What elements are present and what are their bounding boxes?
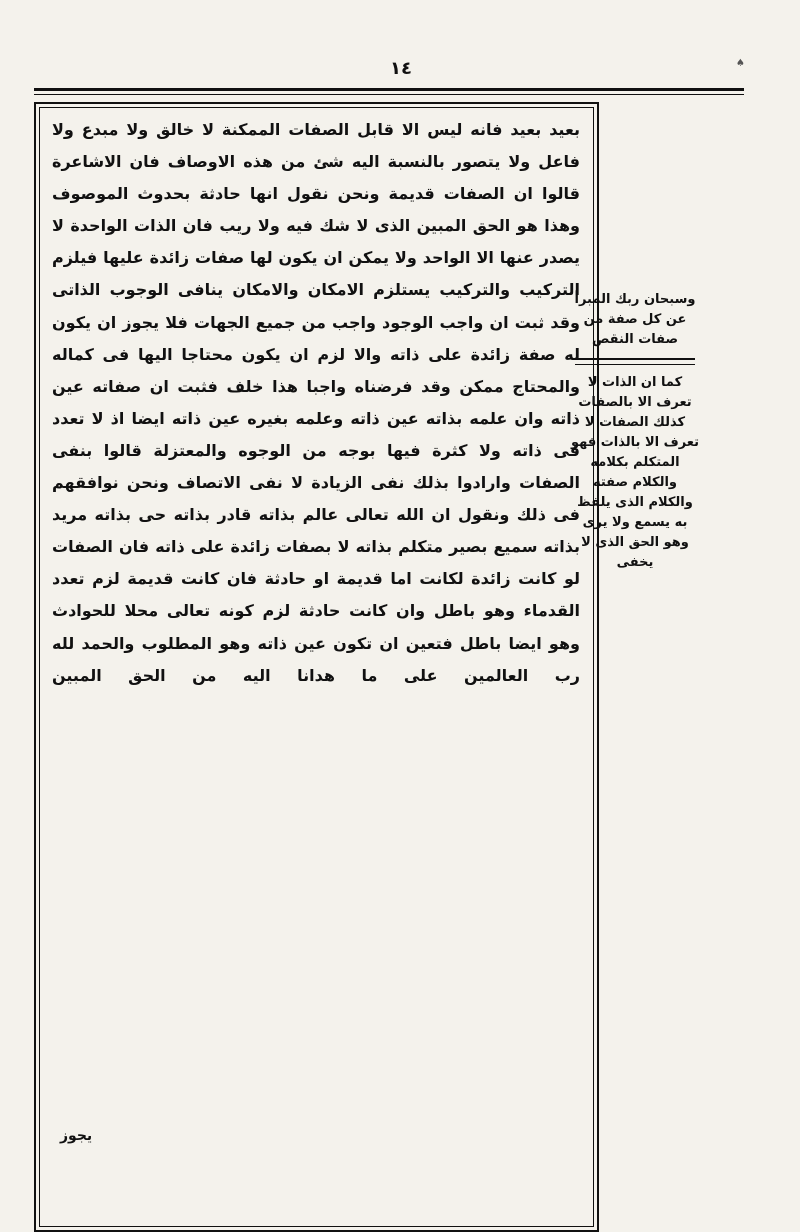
page-number: ١٤: [390, 58, 412, 79]
text-frame: [34, 102, 599, 1232]
corner-mark: ♠: [736, 58, 745, 69]
top-rule: [34, 88, 744, 91]
top-rule-secondary: [34, 94, 744, 95]
main-text-block: بعيد بعيد فانه ليس الا قابل الصفات الممكنة لا خالق ولا مبدع ولا فاعل ولا يتصور بالنسبة اليه شئ من هذه الاوصاف فان الاشاعرة قالوا ان الصفات قديمة ونحن نقول انها حادثة بحدوث الموصوف وهذا هو الحق المبين الذى لا شك فيه ولا ريب فان الذات الواحدة لا يصدر عنها الا الواحد ولا يمكن ان يكون لها صفات زائدة عليها فيلزم التركيب والتركيب يستلزم الامكان والامكان ينافى الوجوب الذاتى وقد ثبت ان واجب الوجود واجب من جميع الجهات فلا يجوز ان يكون له صفة زائدة على ذاته والا لزم ان يكون محتاجا اليها فى كماله والمحتاج ممكن وقد فرضناه واجبا هذا خلف فثبت ان صفاته عين ذاته وان علمه بذاته عين ذاته وعلمه بغيره عين ذاته ايضا اذ لا تعدد فى ذاته ولا كثرة فيها بوجه من الوجوه والمعتزلة قالوا بنفى الصفات وارادوا بذلك نفى الزيادة لا نفى الاتصاف ونحن نوافقهم فى ذلك ونقول ان الله تعالى عالم بذاته قادر بذاته حى بذاته مريد بذاته سميع بصير متكلم بذاته لا بصفات زائدة على ذاته فان الصفات لو كانت زائدة لكانت اما قديمة او حادثة فان كانت قديمة لزم تعدد القدماء وهو باطل وان كانت حادثة لزم كونه تعالى محلا للحوادث وهو ايضا باطل فتعين ان تكون عين ذاته وهو المطلوب والحمد لله رب العالمين على ما هدانا اليه من الحق المبين: [52, 120, 580, 685]
catchword: يجوز: [60, 1128, 93, 1144]
margin-note-top: وسبحان ربك المبرأ عن كل صفة من صفات النقص: [574, 292, 696, 347]
margin-note-body: كما ان الذات لا تعرف الا بالصفات كذلك الصفات لا تعرف الا بالذات فهو المتكلم بكلامه والكلام صفته والكلام الذى يلفظ به يسمع ولا يرى وهو الحق الذى لا يخفى: [570, 375, 700, 570]
margin-divider: [575, 358, 695, 365]
margin-note: [565, 290, 705, 670]
